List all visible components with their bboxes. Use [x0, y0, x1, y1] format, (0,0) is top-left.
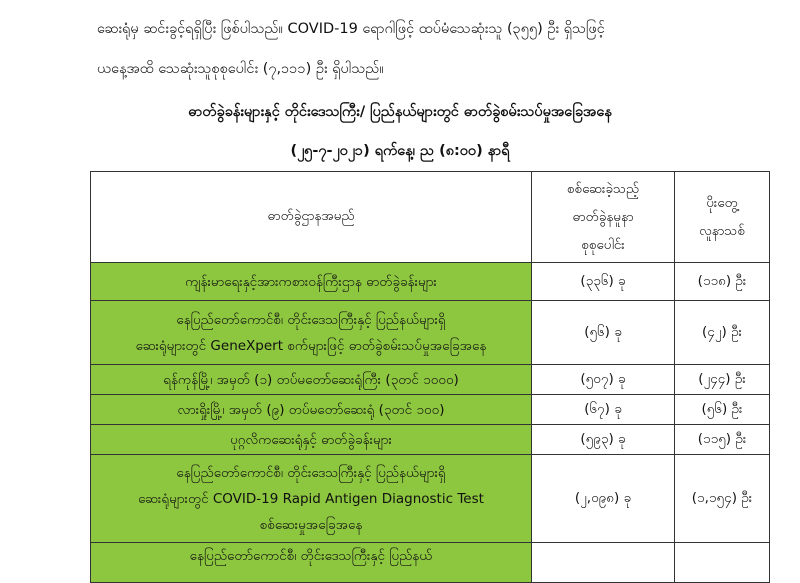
tested-cell: (၂,၀၉၈) ခု [532, 455, 675, 543]
table-row [91, 543, 770, 583]
positive-cell: (၁၁၈) ဦး [675, 263, 770, 301]
header-lab-name: ဓာတ်ခွဲဌာနအမည် [91, 172, 532, 263]
table-row [91, 425, 770, 455]
tested-cell: (၅၆) ခု [532, 301, 675, 365]
lab-name-cell [91, 395, 532, 425]
tested-cell [532, 543, 675, 583]
lab-name-line: နေပြည်တော်ကောင်စီ၊ တိုင်းဒေသကြီးနှင့် ပြည်နယ်များရှိ [176, 311, 446, 328]
lab-name-line: စစ်ဆေးမှုအခြေအနေ [259, 516, 363, 533]
header-new-positive [675, 172, 770, 263]
header-samples-line: စုစုပေါင်း [581, 237, 625, 253]
header-samples-tested [532, 172, 675, 263]
lab-name-line: နေပြည်တော်ကောင်စီ၊ တိုင်းဒေသကြီးနှင့် ပြည်နယ် [189, 548, 433, 564]
section-date: (၂၅-၇-၂၀၂၁) ရက်နေ့၊ ည (၈:၀၀) နာရီ [290, 143, 510, 159]
lab-name-line: ပုဂ္ဂလိကဆေးရုံနှင့် ဓာတ်ခွဲခန်းများ [230, 431, 392, 448]
lab-name-cell [91, 263, 532, 301]
positive-cell: (၁,၁၅၄) ဦး [675, 455, 770, 543]
lab-name-line: နေပြည်တော်ကောင်စီ၊ တိုင်းဒေသကြီးနှင့် ပြည်နယ်များရှိ [176, 464, 446, 481]
table-row [91, 395, 770, 425]
lab-name-cell [91, 301, 532, 365]
intro-line-1: ဆေးရုံမှ ဆင်းခွင့်ရရှိပြီး ဖြစ်ပါသည်။ COVID-19 ရောဂါဖြင့် ထပ်မံသေဆုံးသူ (၃၅၅) ဦး ရှိသဖြင့် [97, 21, 605, 37]
lab-name-line: လားရှိုးမြို့၊ အမှတ် (၉) တပ်မတော်ဆေးရုံ (၃တင် ၁၀၀) [177, 401, 445, 418]
positive-cell: (၁၁၅) ဦး [675, 425, 770, 455]
lab-name-cell [91, 365, 532, 395]
positive-cell: (၄၂) ဦး [675, 301, 770, 365]
table-row [91, 365, 770, 395]
lab-name-line: ဆေးရုံများတွင် COVID-19 Rapid Antigen Diagnostic Test [138, 490, 484, 507]
header-samples-line: စစ်ဆေးခဲ့သည့် [566, 181, 640, 197]
lab-testing-table [90, 171, 770, 583]
tested-cell: (၅၀၇) ခု [532, 365, 675, 395]
lab-name-cell [91, 543, 532, 583]
lab-name-line: ရန်ကုန်မြို့၊ အမှတ် (၁) တပ်မတော်ဆေးရုံကြီး (၃တင် ၁၀၀၀) [163, 371, 459, 388]
section-heading: ဓာတ်ခွဲခန်းများနှင့် တိုင်းဒေသကြီး/ ပြည်နယ်များတွင် ဓာတ်ခွဲစမ်းသပ်မှုအခြေအနေ [188, 104, 612, 120]
positive-cell: (၅၆) ဦး [675, 395, 770, 425]
table-row [91, 263, 770, 301]
lab-name-cell [91, 455, 532, 543]
intro-line-2: ယနေ့အထိ သေဆုံးသူစုစုပေါင်း (၇,၁၁၁) ဦး ရှိပါသည်။ [97, 61, 384, 77]
table-header-row [91, 172, 770, 263]
header-positive-line: ပိုးတွေ့ [706, 195, 738, 211]
tested-cell: (၃၃၆) ခု [532, 263, 675, 301]
tested-cell: (၆၇) ခု [532, 395, 675, 425]
lab-name-line: ကျန်းမာရေးနှင့်အားကစားဝန်ကြီးဌာန ဓာတ်ခွဲခန်းများ [185, 273, 437, 290]
header-positive-line: လူနာသစ် [699, 223, 745, 239]
table-row [91, 301, 770, 365]
header-samples-line: ဓာတ်ခွဲနမူနာ [572, 209, 634, 225]
tested-cell: (၅၉၃) ခု [532, 425, 675, 455]
positive-cell: (၂၄၄) ဦး [675, 365, 770, 395]
positive-cell [675, 543, 770, 583]
table-row [91, 455, 770, 543]
lab-name-cell [91, 425, 532, 455]
lab-name-line: ဆေးရုံများတွင် GeneXpert စက်များဖြင့် ဓာတ်ခွဲစမ်းသပ်မှုအခြေအနေ [135, 337, 487, 354]
